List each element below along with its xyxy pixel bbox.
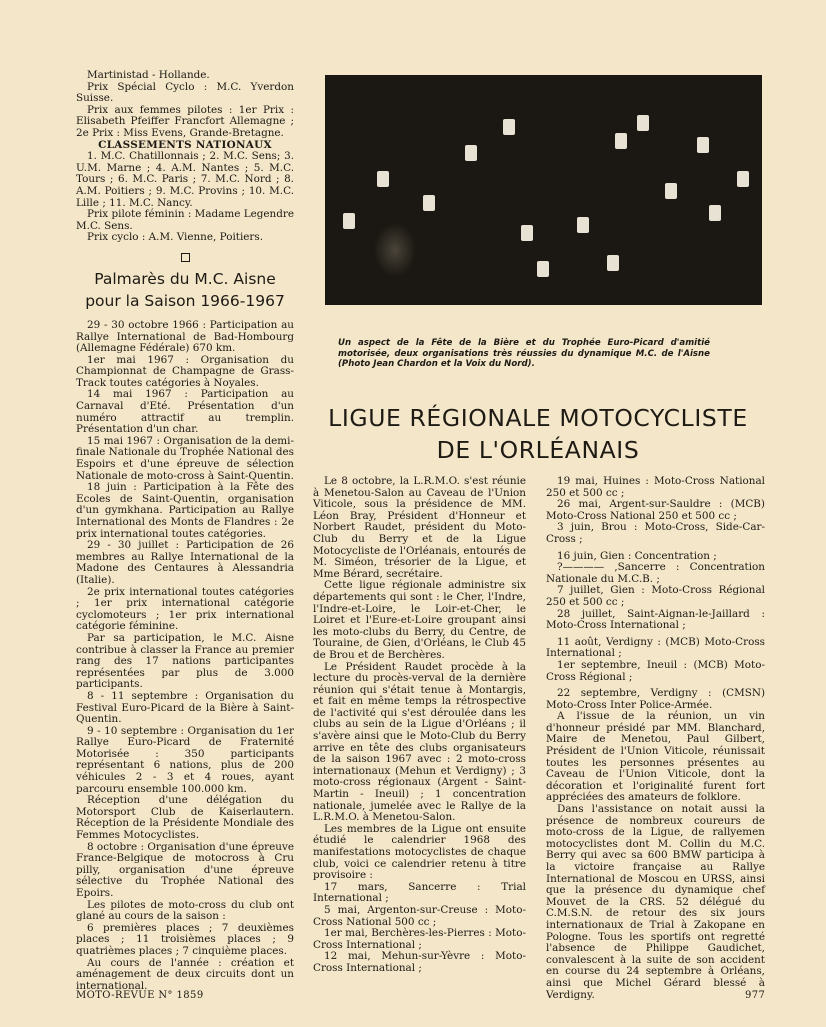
paragraph: Prix Spécial Cyclo : M.C. Yverdon Suisse. [76, 80, 294, 105]
paragraph: A l'issue de la réunion, un vin d'honneur présidé par MM. Blanchard, Maire de Menetou, Paul Gilbert, Président de l'Union Viticole, réunissait toutes les personnes présentes au Caveau de l'Union Viticole, dont la décoration et l'originalité furent fort appréciées des amateurs de folklore. [546, 710, 765, 804]
paragraph: 17 mars, Sancerre : Trial International ; [313, 880, 526, 905]
beer-glass-icon [537, 261, 549, 277]
paragraph: 7 juillet, Gien : Moto-Cross Régional 250 et 500 cc ; [546, 584, 765, 608]
paragraph: Prix aux femmes pilotes : 1er Prix : Elisabeth Pfeiffer Francfort Allemagne ; 2e Prix : Miss Evens, Grande-Bretagne. [76, 103, 294, 139]
paragraph: 29 - 30 juillet : Participation de 26 membres au Rallye International de la Madone des Centaures à Alessandria (Italie). [76, 539, 294, 586]
column-middle [313, 476, 526, 975]
paragraph: 1er mai, Berchères-les-Pierres : Moto-Cross International ; [313, 927, 526, 951]
paragraph: 16 juin, Gien : Concentration ; [557, 549, 717, 562]
beer-glass-icon [377, 171, 389, 187]
beer-glass-icon [465, 145, 477, 161]
beer-glass-icon [423, 195, 435, 211]
paragraph: 9 - 10 septembre : Organisation du 1er Rallye Euro-Picard de Fraternité Motorisée : 350 participants représentant 6 nations, plus de 200 véhicules 2 - 3 et 4 roues, ayant parcouru ensemble 100.000 km. [76, 724, 294, 795]
section-title [76, 268, 294, 312]
paragraph: 6 premières places ; 7 deuxièmes places ; 11 troisièmes places ; 9 quatrièmes places ; 7 cinquième places. [76, 921, 294, 957]
beer-glass-icon [607, 255, 619, 271]
beer-glass-icon [521, 225, 533, 241]
paragraph: 2e prix international toutes catégories ; 1er prix international catégorie cyclomoteurs ; 1er prix international catégorie féminine. [76, 585, 294, 633]
paragraph: 29 - 30 octobre 1966 : Participation au Rallye International de Bad-Hombourg (Allemagne Fédérale) 670 km. [76, 318, 294, 355]
paragraph: Prix cyclo : A.M. Vienne, Poitiers. [87, 231, 264, 244]
beer-glass-icon [503, 119, 515, 135]
crowd-photo [325, 75, 762, 305]
paragraph: 3 juin, Brou : Moto-Cross, Side-Car-Cross ; [546, 521, 765, 545]
paragraph: 8 octobre : Organisation d'une épreuve France-Belgique de motocross à Cru pilly, organisation d'une épreuve sélective du Trophée National des Epoirs. [76, 840, 294, 899]
separator-square-icon [181, 253, 190, 262]
paragraph: 5 mai, Argenton-sur-Creuse : Moto-Cross National 500 cc ; [313, 903, 526, 928]
paragraph: 22 septembre, Verdigny : (CMSN) Moto-Cross Inter Police-Armée. [546, 687, 765, 711]
paragraph: 8 - 11 septembre : Organisation du Festival Euro-Picard de la Bière à Saint-Quentin. [76, 689, 294, 726]
paragraph: Martinistad - Hollande. [87, 69, 210, 81]
paragraph: 26 mai, Argent-sur-Sauldre : (MCB) Moto-Cross National 250 et 500 cc ; [546, 498, 765, 522]
paragraph: Réception d'une délégation du Motorsport Club de Kaiserlautern. Réception de la Présidente Mondiale des Femmes Motocyclistes. [76, 794, 294, 842]
photo-caption: Un aspect de la Fête de la Bière et du Trophée Euro-Picard d'amitié motorisée, deux organisations très réussies du dynamique M.C. de l'Aisne (Photo Jean Chardon et la Voix du Nord). [338, 338, 710, 369]
paragraph: Prix pilote féminin : Madame Legendre M.C. Sens. [76, 208, 294, 232]
paragraph: Les pilotes de moto-cross du club ont glané au cours de la saison : [76, 898, 294, 923]
paragraph: 1er septembre, Ineuil : (MCB) Moto-Cross Régional ; [546, 658, 765, 683]
footer-page-number: 977 [745, 990, 766, 1001]
beer-glass-icon [737, 171, 749, 187]
paragraph: Le Président Raudet procède à la lecture du procès-verval de la dernière réunion qui s'était tenue à Montargis, et fait en même temps la rétrospective de l'activité qui s'est déroulée dans les clubs au sein de la Ligue d'Orléans ; il s'avère ainsi que le Moto-Club du Berry arrive en tête des clubs organisateurs de la saison 1967 avec : 2 moto-cross internationaux (Mehun et Verdigny) ; 3 moto-cross régionaux (Argent - Saint-Martin - Ineuil) ; 1 concentration nationale, jumelée avec le Rallye de la L.R.M.O. à Menetou-Salon. [313, 660, 526, 824]
paragraph: 12 mai, Mehun-sur-Yèvre : Moto-Cross International ; [313, 950, 526, 974]
paragraph: 11 août, Verdigny : (MCB) Moto-Cross International ; [546, 635, 765, 660]
column-right [546, 476, 765, 1001]
paragraph: 1er mai 1967 : Organisation du Championnat de Champagne de Grass-Track toutes catégories à Noyales. [76, 353, 294, 389]
section-title-line: pour la Saison 1966-1967 [85, 291, 285, 310]
footer-magazine-issue: MOTO-REVUE N° 1859 [76, 990, 204, 1001]
beer-glass-icon [697, 137, 709, 153]
paragraph: Dans l'assistance on notait aussi la présence de nombreux coureurs de moto-cross de la Ligue, de rallyemen motocyclistes dont M. Collin du M.C. Berry qui avec sa 600 BMW participa à la victoire française au Rallye International de Moscou en URSS, ainsi que la présence du dynamique chef Mouvet de la CRS. 52 délégué du C.M.S.N. de retour des six jours internationaux de Trial à Zakopane en Pologne. Tous les sportifs ont regretté l'absence de Philippe Gaudichet, convalescent à la suite de son accident en course du 24 septembre à Orléans, ainsi que Michel Gérard blessé à Verdigny. [546, 803, 765, 1001]
paragraph: Les membres de la Ligue ont ensuite étudié le calendrier 1968 des manifestations motocyclistes de chaque club, voici ce calendrier retenu à titre provisoire : [313, 822, 526, 882]
article-title [308, 402, 768, 466]
beer-glass-icon [637, 115, 649, 131]
beer-glass-icon [665, 183, 677, 199]
paragraph: ?———— ,Sancerre : Concentration Nationale du M.C.B. ; [546, 561, 765, 585]
subheading: CLASSEMENTS NATIONAUX [98, 138, 272, 151]
paragraph: Par sa participation, le M.C. Aisne contribue à classer la France au premier rang des 17 nations participantes représentées par plus de 3.000 participants. [76, 631, 294, 691]
column-left [76, 70, 294, 992]
paragraph: 14 mai 1967 : Participation au Carnaval d'Eté. Présentation d'un numéro attractif au tremplin. Présentation d'un char. [76, 388, 294, 436]
beer-glass-icon [577, 217, 589, 233]
paragraph: 18 juin : Participation à la Fête des Ecoles de Saint-Quentin, organisation d'un gymkhana. Participation au Rallye International des Monts de Flandres : 2e prix international toutes catégories. [76, 481, 294, 540]
paragraph: Cette ligue régionale administre six départements qui sont : le Cher, l'Indre, l'Indre-et-Loire, le Loir-et-Cher, le Loiret et l'Eure-et-Loire groupant ainsi les moto-clubs du Berry, du Centre, de Touraine, de Gien, d'Orléans, le Club 45 de Brou et de Berchères. [313, 579, 526, 661]
beer-glass-icon [709, 205, 721, 221]
section-title-line: Palmarès du M.C. Aisne [94, 269, 276, 288]
paragraph: Au cours de l'année : création et aménagement de deux circuits dont un international. [76, 956, 294, 992]
beer-glass-icon [615, 133, 627, 149]
paragraph: 15 mai 1967 : Organisation de la demi-finale Nationale du Trophée National des Espoirs et d'une épreuve de sélection Nationale de moto-cross à Saint-Quentin. [76, 434, 294, 482]
paragraph: Le 8 octobre, la L.R.M.O. s'est réunie à Menetou-Salon au Caveau de l'Union Viticole, sous la présidence de MM. Léon Bray, Président d'Honneur et Norbert Raudet, président du Moto-Club du Berry et de la Ligue Motocycliste de l'Orléanais, entourés de M. Siméon, trésorier de la Ligue, et Mme Bérard, secrétaire. [313, 475, 526, 580]
paragraph: 19 mai, Huines : Moto-Cross National 250 et 500 cc ; [546, 475, 765, 499]
title-line: LIGUE RÉGIONALE MOTOCYCLISTE [328, 404, 748, 432]
paragraph: 1. M.C. Chatillonnais ; 2. M.C. Sens; 3. U.M. Marne ; 4. A.M. Nantes ; 5. M.C. Tours ; 6. M.C. Paris ; 7. M.C. Nord ; 8. A.M. Poitiers ; 9. M.C. Provins ; 10. M.C. Lille ; 11. M.C. Nancy. [76, 150, 294, 209]
title-line: DE L'ORLÉANAIS [436, 436, 640, 464]
paragraph: 28 juillet, Saint-Aignan-le-Jaillard : Moto-Cross International ; [546, 607, 765, 632]
beer-glass-icon [343, 213, 355, 229]
